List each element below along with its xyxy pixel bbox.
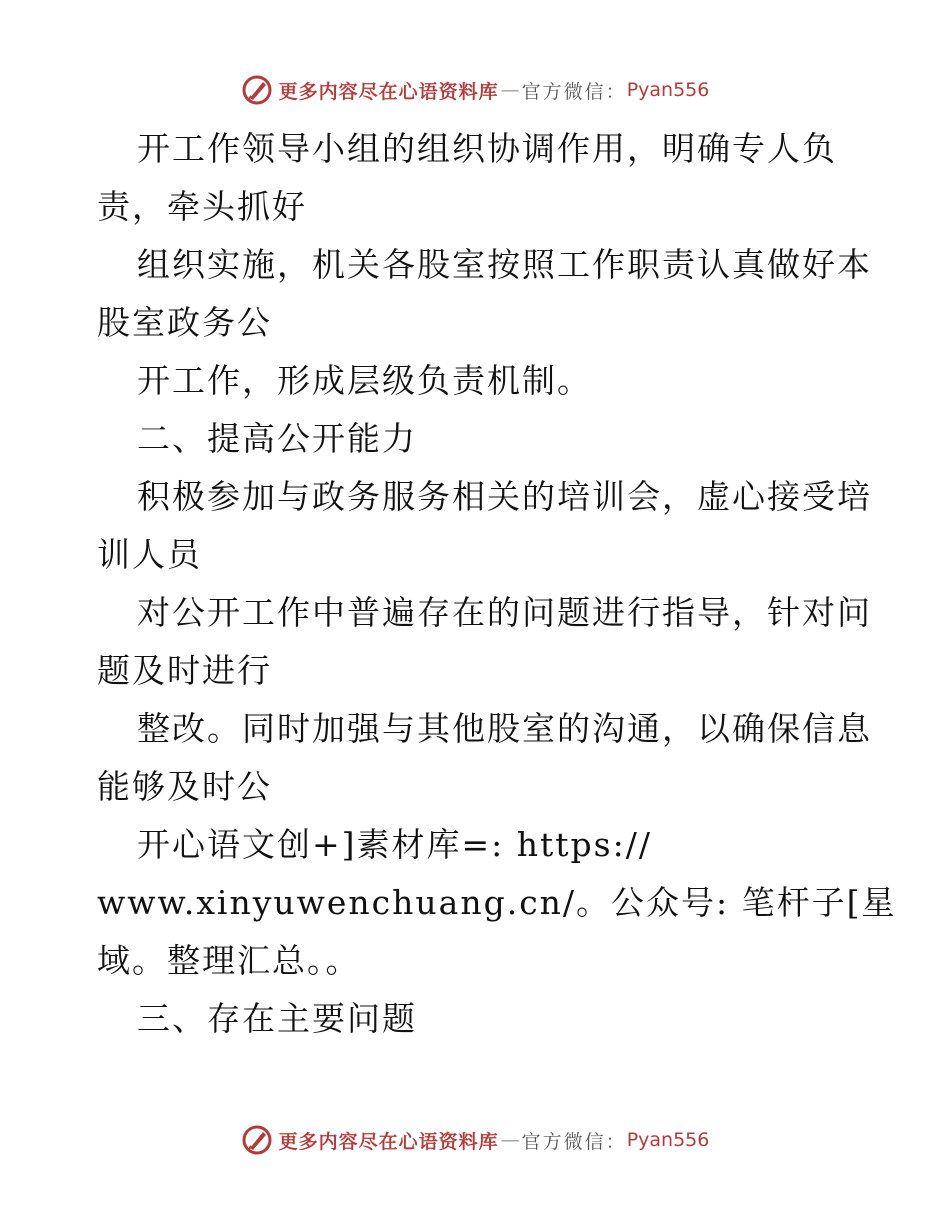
- document-body: [97, 120, 897, 1048]
- text-line: 三、存在主要问题: [137, 999, 417, 1038]
- text-line: 责，牵头抓好: [97, 187, 307, 226]
- banner-dash: —: [500, 79, 520, 101]
- banner-wechat-label: 官方微信：: [521, 80, 627, 103]
- text-line: 组织实施，机关各股室按照工作职责认真做好本: [137, 245, 872, 284]
- text-line: 域。整理汇总。。: [97, 941, 361, 980]
- text-line: 对公开工作中普遍存在的问题进行指导，针对问: [137, 593, 872, 632]
- text-line: 能够及时公: [97, 767, 272, 806]
- text-line: 二、提高公开能力: [137, 419, 417, 458]
- header-banner: [0, 70, 950, 110]
- text-line: 整改。同时加强与其他股室的沟通，以确保信息: [137, 709, 872, 748]
- quill-logo-icon: [241, 1124, 273, 1156]
- banner-dash: —: [500, 1129, 520, 1151]
- banner-wechat-label: 官方微信：: [521, 1130, 627, 1153]
- text-line: 股室政务公: [97, 303, 272, 342]
- text-line: www.xinyuwenchuang.cn/。公众号: 笔杆子[星: [97, 883, 897, 922]
- text-line: 训人员: [97, 535, 202, 574]
- text-line: 题及时进行: [97, 651, 272, 690]
- text-line: 开心语文创+]素材库=: https://: [137, 825, 652, 864]
- banner-wechat-id: Pyan556: [626, 1129, 710, 1151]
- banner-site-text: 更多内容尽在心语资料库: [278, 80, 499, 103]
- text-line: 积极参加与政务服务相关的培训会，虚心接受培: [137, 477, 872, 516]
- banner-site-text: 更多内容尽在心语资料库: [278, 1130, 499, 1153]
- banner-wechat-id: Pyan556: [626, 79, 710, 101]
- quill-logo-icon: [241, 74, 273, 106]
- footer-banner: [0, 1120, 950, 1160]
- text-line: 开工作领导小组的组织协调作用，明确专人负: [137, 129, 837, 168]
- text-line: 开工作，形成层级负责机制。: [137, 361, 592, 400]
